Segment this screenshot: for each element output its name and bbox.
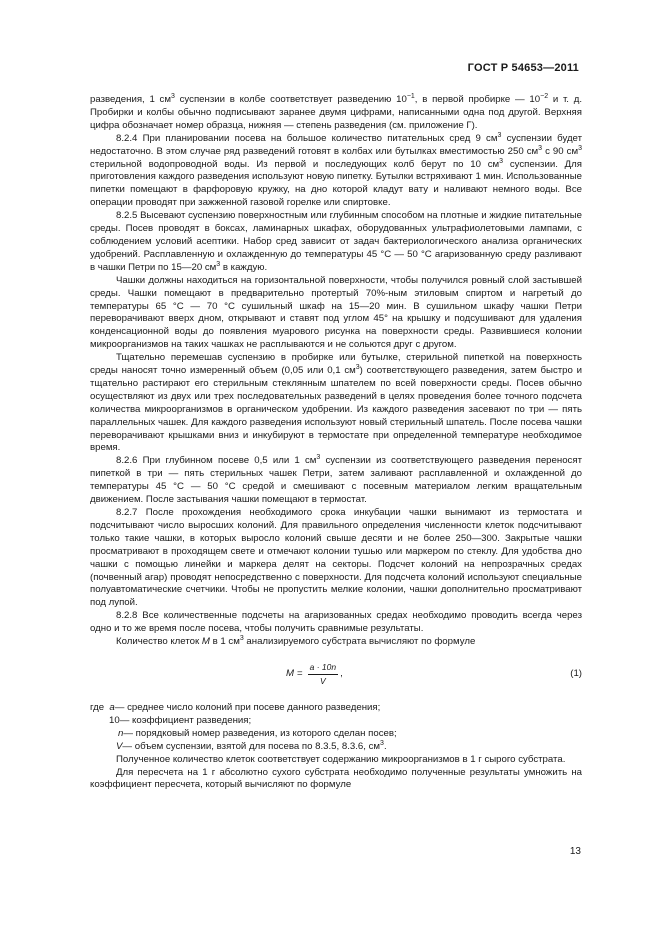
legend-text: — порядковый номер разведения, из которого сделан посев; <box>123 727 397 739</box>
document-standard-id: ГОСТ Р 54653—2011 <box>467 62 579 74</box>
legend-symbol: n <box>118 727 124 739</box>
body-paragraph: разведения, 1 $см^3$ суспензии в колбе соответствует разведению $10^{-1}$, в первой пробирке — $10^{-2}$ и т. д. Пробирки и колбы обычно подписывают заранее двумя цифрами, написанными одна под другой. Верхняя цифра обозначает номер образца, нижняя — степень разведения (см. приложение Г). <box>90 92 582 131</box>
after-paragraph: Полученное количество клеток соответствует содержанию микроорганизмов в 1 г сырого субстрата. <box>116 753 566 765</box>
legend-symbol: a <box>109 701 115 713</box>
body-paragraph: Чашки должны находиться на горизонтальной поверхности, чтобы получился ровный слой застывшей среды. Чашки помещают в предварительно протертый 70%-ным этиловым спиртом и нагретый до температуры 65 °С — 70 °С сушильный шкаф на 15—20 мин. В сушильном шкафу чашки Петри переворачивают вверх дном, открывают и ставят под углом 45° на крышку и подсушивают для удаления конденсационной воды до появления муарового рисунка на поверхности среды. Развившиеся колонии микроорганизмов на таких чашках не расплываются и не сольются друг с другом. <box>90 274 582 351</box>
formula-fraction <box>308 662 338 687</box>
after-paragraphs <box>90 754 582 793</box>
legend-text: — коэффициент разведения; <box>119 714 252 726</box>
body-paragraph: Количество клеток M в 1 $см^3$ анализируемого субстрата вычисляют по формуле <box>116 634 476 648</box>
body-paragraph: 8.2.7 После прохождения необходимого срока инкубации чашки вынимают из термостата и подсчитывают число выросших колоний. Для правильного определения численности клеток подсчитывают только такие чашки, в которых выросло колоний свыше десяти и не более 250—300. Закрытые чашки просматривают в проходящем свете и отмечают колонии тушью или маркером по стеклу. Для удобства дно чашки с помощью линейки и маркера делят на секторы. Подсчет колоний на непрозрачных средах (почвенный агар) проводят непосредственно с поверхности. Для подсчета колоний используют специальные полуавтоматические счетчики. Чтобы не пропустить мелкие колонии, чашки дополнительно просматривают под лупой. <box>90 507 582 609</box>
formula-1 <box>90 658 582 694</box>
body-paragraph: 8.2.8 Все количественные подсчеты на агаризованных средах необходимо проводить всегда через одно и то же время после посева, чтобы получить сравнимые результаты. <box>90 610 582 635</box>
formula-legend <box>90 702 582 754</box>
legend-symbol: 10 <box>109 714 120 726</box>
formula-lhs: M <box>286 668 295 680</box>
formula-number: (1) <box>570 667 582 679</box>
body-paragraph: 8.2.4 При планировании посева на большое количество питательных сред 9 $см^3$ суспензии будет недостаточно. В этом случае ряд разведений готовят в колбах или бутылках вместимостью 250 $см^3$ с 90 $см^3$ стерильной водопроводной воды. Из первой и последующих колб берут по 10 $см^3$ суспензии. Для приготовления каждого разведения используют новую пипетку. Бутылки встряхивают 1 мин. Использованные пипетки помещают в фарфоровую кружку, на дно которой кладут вату и наливают немного воды. Все операции проводят при зажженной газовой горелке или спиртовке. <box>90 131 582 209</box>
legend-item <box>90 741 582 754</box>
body-paragraph: 8.2.5 Высевают суспензию поверхностным или глубинным способом на плотные и жидкие питательные среды. Посев проводят в боксах, ламинарных шкафах, оборудованных ультрафиолетовыми лампами, с соблюдением условий асептики. Набор сред зависит от задач бактериологического анализа органических удобрений. Расплавленную и охлажденную до температуры 45 °С — 50 °С агаризованную среду разливают в чашки Петри по 15—20 $см^3$ в каждую. <box>90 210 582 273</box>
formula-denominator: V <box>320 675 326 686</box>
page-number: 13 <box>569 846 581 857</box>
body-paragraph: Тщательно перемешав суспензию в пробирке или бутылке, стерильной пипеткой на поверхность среды наносят точно измеренный объем (0,05 или 0,1 $см^3$) соответствующего разведения, затем быстро и тщательно растирают его стерильным стеклянным шпателем по всей поверхности среды. Посев обычно осуществляют из двух или трех последовательных разведений в целях проведения более точного подсчета количества микроорганизмов в органическом удобрении. Из каждого разведения засевают по три — пять параллельных чашек. Для каждого разведения используют новый стерильный шпатель. После посева чашки переворачивают крышками вниз и инкубируют в термостате при определенной температуре необходимое время. <box>90 352 583 454</box>
formula-expression <box>286 662 343 687</box>
body-paragraphs <box>90 94 582 649</box>
legend-text: — объем суспензии, взятой для посева по 8.3.5, 8.3.6, $см^3$. <box>122 739 387 752</box>
legend-item <box>90 728 582 741</box>
formula-numerator: a · 10n <box>308 662 338 675</box>
body-paragraph: 8.2.6 При глубинном посеве 0,5 или 1 $см^3$ суспензии из соответствующего разведения переносят пипеткой в три — пять стерильных чашек Петри, затем заливают расплавленной и охлажденной до температуры 45 °С — 50 °С средой и смешивают с посевным материалом легким вращательным движением. После застывания чашки помещают в термостат. <box>90 454 582 506</box>
document-body <box>90 94 582 792</box>
formula-tail: , <box>340 668 343 680</box>
legend-symbol: V <box>116 740 123 752</box>
legend-text: — среднее число колоний при посеве данного разведения; <box>114 701 381 713</box>
legend-item: где a — среднее число колоний при посеве данного разведения; <box>90 701 381 713</box>
after-paragraph: Для пересчета на 1 г абсолютно сухого субстрата необходимо полученные результаты умножить на коэффициент пересчета, который вычисляют по формуле <box>90 766 582 791</box>
legend-item <box>90 715 582 728</box>
formula-equals: = <box>297 668 303 680</box>
